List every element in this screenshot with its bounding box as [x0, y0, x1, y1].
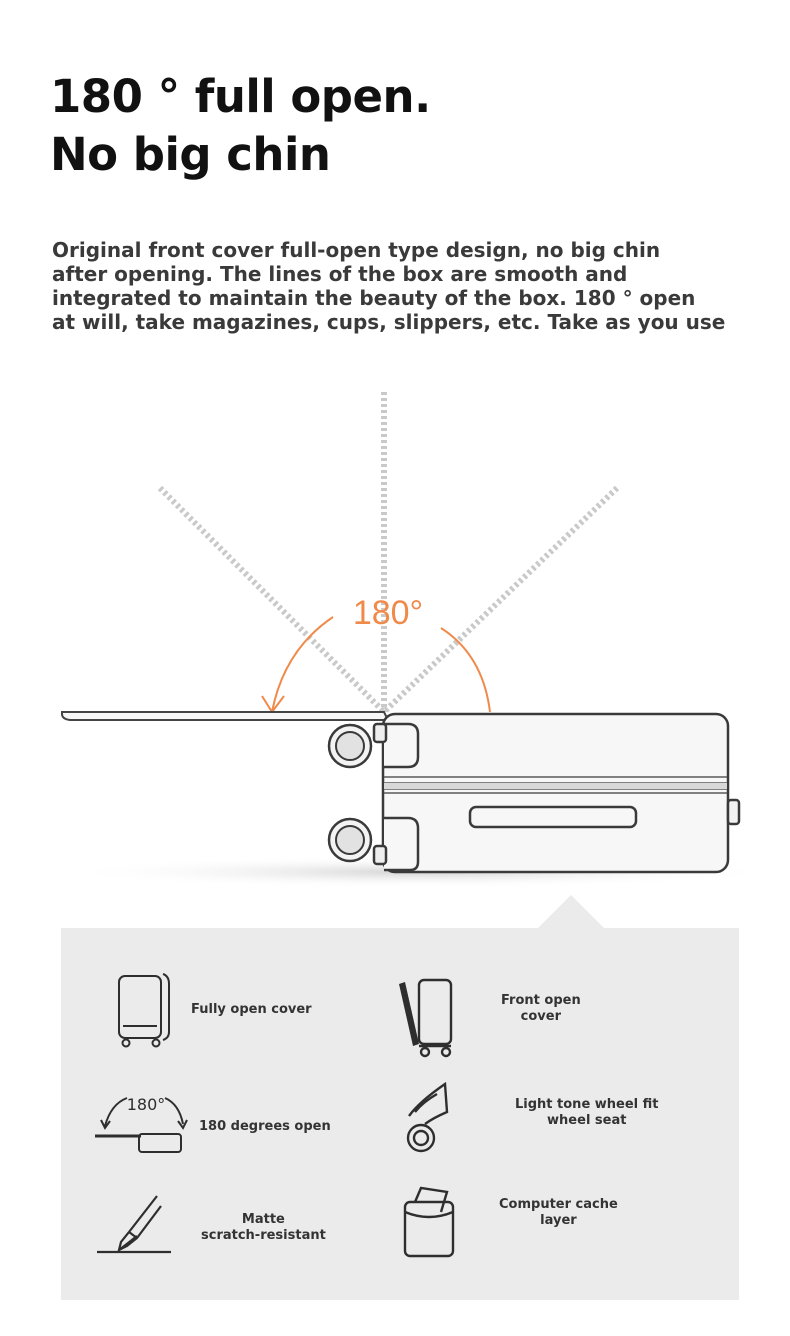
feature-computer-cache-layer	[401, 1182, 618, 1260]
open-lid	[62, 712, 388, 720]
feature-front-open-cover	[393, 976, 581, 1060]
feature-label-line: layer	[540, 1213, 577, 1228]
scratch-resistant-icon	[95, 1192, 175, 1258]
feature-180-degrees-open	[91, 1088, 331, 1160]
feature-label: Fully open cover	[191, 1002, 312, 1017]
arc-right	[441, 628, 490, 712]
180-degrees-icon	[91, 1088, 191, 1160]
feature-wheel-seat	[403, 1078, 659, 1158]
wheel-arm-bottom	[374, 846, 386, 864]
feature-fully-open-cover	[113, 970, 312, 1050]
wheel-arm-top	[374, 724, 386, 742]
intro-line: integrated to maintain the beauty of the box. 180 ° open	[52, 286, 696, 310]
ghost-lid-left	[160, 488, 384, 712]
feature-label-line: Front open	[501, 993, 581, 1008]
fully-open-cover-icon	[113, 970, 173, 1050]
panel-pointer	[538, 895, 604, 928]
wheel-housing-top	[384, 724, 418, 767]
intro-line: after opening. The lines of the box are smooth and	[52, 262, 628, 286]
intro-line: Original front cover full-open type design, no big chin	[52, 238, 661, 262]
suitcase-opening-illustration	[0, 380, 790, 900]
ghost-lid-positions	[160, 392, 617, 712]
feature-label-line: wheel seat	[547, 1113, 627, 1128]
headline-line-1: 180 ° full open.	[50, 70, 431, 123]
feature-label-line: cover	[520, 1009, 562, 1024]
side-handle	[728, 800, 739, 824]
wheel-seat-icon	[403, 1078, 453, 1158]
headline-line-2: No big chin	[50, 128, 331, 181]
wheel-bottom-hub	[336, 826, 364, 854]
intro-line: at will, take magazines, cups, slippers, etc. Take as you use	[52, 310, 726, 334]
feature-label-line: Matte	[241, 1212, 285, 1227]
feature-label-line: Computer cache	[499, 1197, 618, 1212]
intro-paragraph	[52, 238, 752, 334]
feature-label: 180 degrees open	[199, 1119, 331, 1134]
features-panel	[61, 928, 739, 1300]
computer-cache-layer-icon	[401, 1182, 457, 1260]
wheels	[329, 724, 386, 864]
seam-band	[384, 783, 727, 789]
wheel-top-hub	[336, 732, 364, 760]
arc-left	[272, 617, 333, 712]
headline	[50, 68, 431, 184]
feature-label-line: scratch-resistant	[201, 1228, 326, 1243]
top-handle	[470, 807, 636, 827]
feature-scratch-resistant	[95, 1192, 326, 1258]
icon-180-label: 180°	[126, 1095, 166, 1114]
wheel-housing-bottom	[384, 818, 418, 870]
front-open-cover-icon	[393, 976, 455, 1060]
angle-label: 180°	[352, 594, 424, 632]
feature-label-line: Light tone wheel fit	[515, 1097, 659, 1112]
